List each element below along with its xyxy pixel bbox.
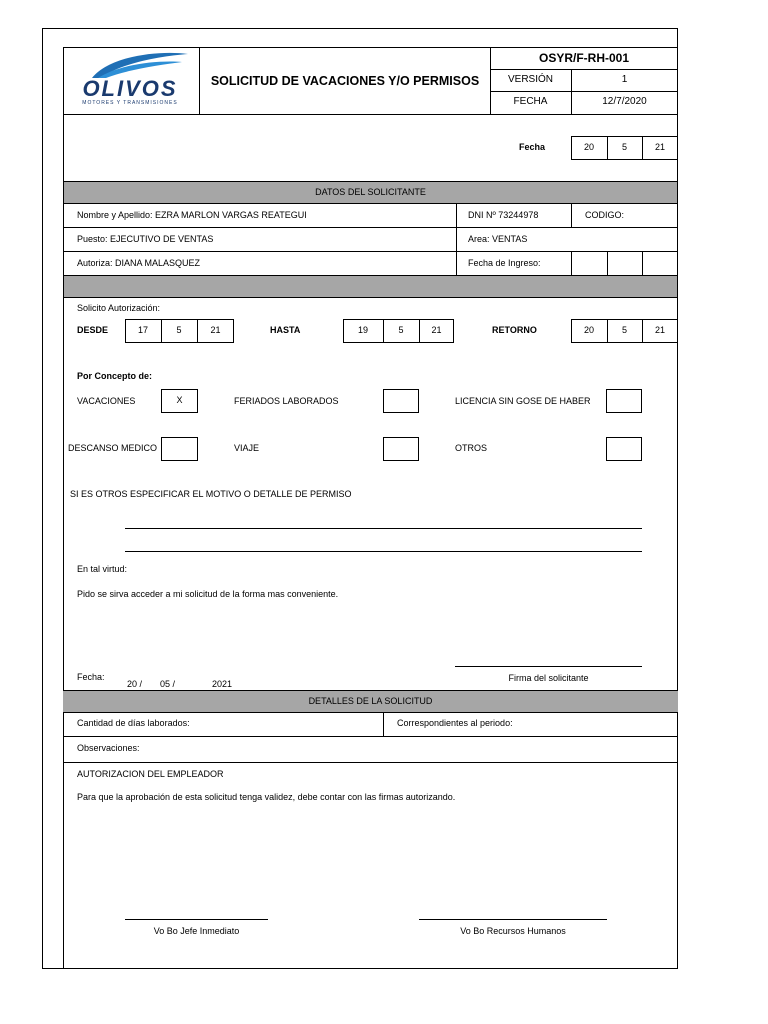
return-day: 20: [583, 325, 594, 335]
boss-signature-label: Vo Bo Jefe Inmediato: [153, 926, 240, 936]
viaje-checkbox[interactable]: [383, 437, 419, 461]
closing-date-day: 20 /: [127, 679, 143, 689]
from-year: 21: [210, 325, 221, 335]
applicant-position: Puesto: EJECUTIVO DE VENTAS: [77, 234, 214, 244]
return-year: 21: [654, 325, 665, 335]
licencia-checkbox[interactable]: [606, 389, 642, 413]
in-such-virtue: En tal virtud:: [77, 564, 128, 574]
applicant-div-entry-3: [642, 251, 643, 275]
applicant-area: Area: VENTAS: [468, 234, 528, 244]
licencia-label: LICENCIA SIN GOSE DE HABER: [455, 396, 591, 406]
applicant-div-mid: [456, 203, 457, 275]
request-date-month: 5: [621, 142, 627, 152]
descanso-label: DESCANSO MEDICO: [68, 443, 158, 453]
applicant-name: Nombre y Apellido: EZRA MARLON VARGAS REATEGUI: [77, 210, 307, 220]
applicant-authorizer: Autoriza: DIANA MALASQUEZ: [77, 258, 201, 268]
date-label: FECHA: [513, 96, 548, 107]
vacaciones-label: VACACIONES: [77, 396, 136, 406]
version-value: 1: [621, 74, 628, 85]
to-year: 21: [431, 325, 442, 335]
request-text: Pido se sirva acceder a mi solicitud de la forma mas conveniente.: [77, 589, 339, 599]
to-month: 5: [398, 325, 404, 335]
otros-label: OTROS: [455, 443, 488, 453]
version-label: VERSIÓN: [507, 74, 553, 85]
applicant-line-1: [63, 203, 678, 204]
otros-checkbox[interactable]: [606, 437, 642, 461]
applicant-div-code: [571, 203, 572, 227]
from-label: DESDE: [77, 325, 109, 335]
days-worked-label: Cantidad de días laborados:: [77, 718, 190, 728]
details-div-mid: [383, 712, 384, 736]
closing-date-month: 05 /: [160, 679, 176, 689]
applicant-div-entry-1: [571, 251, 572, 275]
frame-bottom: [42, 968, 678, 969]
feriados-label: FERIADOS LABORADOS: [234, 396, 339, 406]
authorization-title: Solicito Autorización:: [77, 303, 161, 313]
applicant-div-entry-2: [607, 251, 608, 275]
from-day: 17: [137, 325, 148, 335]
boss-signature-line[interactable]: [125, 919, 268, 920]
details-line-3: [63, 762, 678, 763]
request-date-day: 20: [583, 142, 594, 152]
concept-title: Por Concepto de:: [77, 371, 153, 381]
details-line-2: [63, 736, 678, 737]
descanso-checkbox[interactable]: [161, 437, 198, 461]
applicant-entry-date: Fecha de Ingreso:: [468, 258, 541, 268]
to-label: HASTA: [270, 325, 301, 335]
frame-left: [42, 28, 43, 968]
logo-wordmark: OLIVOS: [82, 76, 178, 101]
request-date-year: 21: [654, 142, 665, 152]
applicant-line-2: [63, 227, 678, 228]
logo-subtitle: MOTORES Y TRANSMISIONES: [82, 100, 178, 106]
applicant-signature-line[interactable]: [455, 666, 642, 667]
period-label: Correspondientes al periodo:: [397, 718, 513, 728]
viaje-label: VIAJE: [234, 443, 260, 453]
frame-top: [42, 28, 678, 29]
others-line-2[interactable]: [125, 551, 642, 552]
return-label: RETORNO: [492, 325, 537, 335]
others-specify-label: SI ES OTROS ESPECIFICAR EL MOTIVO O DETALLE DE PERMISO: [70, 489, 352, 499]
from-month: 5: [176, 325, 182, 335]
observations-label: Observaciones:: [77, 743, 140, 753]
date-value: 12/7/2020: [602, 96, 647, 107]
to-day: 19: [357, 325, 368, 335]
request-date-label: Fecha: [519, 142, 546, 152]
applicant-signature-label: Firma del solicitante: [508, 673, 589, 683]
company-logo: [64, 50, 196, 112]
hr-signature-label: Vo Bo Recursos Humanos: [460, 926, 566, 936]
details-line-1: [63, 712, 678, 713]
document-code: OSYR/F-RH-001: [538, 51, 630, 65]
closing-date-year: 2021: [212, 679, 233, 689]
applicant-bottom-band: [64, 276, 677, 297]
document-title: SOLICITUD DE VACACIONES Y/O PERMISOS: [210, 74, 480, 88]
feriados-checkbox[interactable]: [383, 389, 419, 413]
applicant-dni: DNI Nº 73244978: [468, 210, 539, 220]
validity-text: Para que la aprobación de esta solicitud tenga validez, debe contar con las firmas autorizando.: [77, 792, 456, 802]
frame-right: [677, 28, 678, 968]
applicant-code: CODIGO:: [585, 210, 625, 220]
applicant-line-3: [63, 251, 678, 252]
return-month: 5: [621, 325, 627, 335]
hr-signature-line[interactable]: [419, 919, 607, 920]
applicant-section-title: DATOS DEL SOLICITANTE: [315, 187, 426, 197]
closing-date-label: Fecha:: [77, 672, 105, 682]
others-line-1[interactable]: [125, 528, 642, 529]
details-section-title: DETALLES DE LA SOLICITUD: [308, 696, 433, 706]
employer-auth-title: AUTORIZACION DEL EMPLEADOR: [77, 769, 224, 779]
vacaciones-mark: X: [176, 395, 183, 405]
